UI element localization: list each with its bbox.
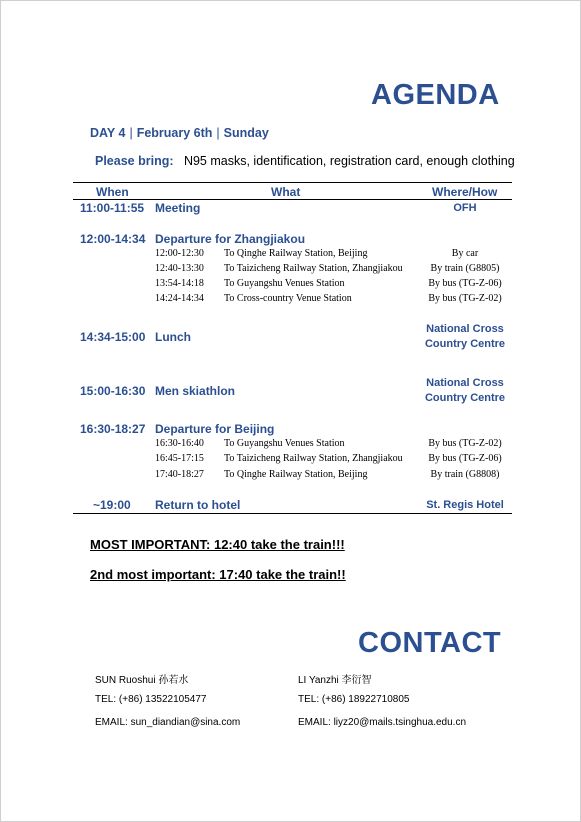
table-bottom-rule (73, 513, 512, 514)
bring-line (95, 152, 515, 170)
sub-time: 12:00-12:30 (155, 248, 204, 259)
important-note-1: MOST IMPORTANT: 12:40 take the train!!! (90, 537, 345, 552)
bring-items: N95 masks, identification, registration card, enough clothing (183, 154, 515, 168)
sub-description: To Taizicheng Railway Station, Zhangjiakou (224, 263, 403, 274)
row-time: 16:30-18:27 (80, 422, 146, 436)
location-line: National Cross (426, 377, 504, 389)
important-note-2: 2nd most important: 17:40 take the train!! (90, 567, 346, 582)
row-time: ~19:00 (93, 498, 131, 512)
location-line: Country Centre (424, 392, 506, 404)
contact-1-tel: TEL: (+86) 13522105477 (95, 694, 207, 705)
sub-time: 16:30-16:40 (155, 438, 204, 449)
row-location: OFH (453, 202, 477, 214)
row-activity: Departure for Zhangjiakou (155, 232, 306, 246)
agenda-title: AGENDA (371, 79, 500, 111)
sub-description: To Qinghe Railway Station, Beijing (224, 248, 368, 259)
contact-1-name: SUN Ruoshui 孙若水 (95, 675, 189, 686)
bring-label: Please bring: (95, 154, 174, 168)
row-activity: Lunch (155, 330, 191, 344)
table-header-rule (73, 199, 512, 200)
sub-description: To Qinghe Railway Station, Beijing (224, 469, 368, 480)
sub-time: 13:54-14:18 (155, 278, 204, 289)
sub-transport: By car (451, 248, 479, 259)
contact-2-email: EMAIL: liyz20@mails.tsinghua.edu.cn (298, 717, 467, 728)
day-weekday: Sunday (223, 126, 269, 140)
table-top-rule (73, 182, 512, 183)
row-time: 15:00-16:30 (80, 384, 146, 398)
sub-time: 14:24-14:34 (155, 293, 204, 304)
location-line: National Cross (426, 323, 504, 335)
sub-transport: By bus (TG-Z-06) (428, 453, 502, 464)
sub-time: 17:40-18:27 (155, 469, 204, 480)
day-label: DAY 4 (90, 126, 126, 140)
header-when: When (96, 185, 129, 199)
sub-time: 12:40-13:30 (155, 263, 204, 274)
row-location: St. Regis Hotel (426, 499, 504, 511)
row-time: 11:00-11:55 (80, 201, 145, 215)
sub-transport: By train (G8805) (430, 263, 500, 274)
row-location (410, 376, 520, 406)
sub-transport: By bus (TG-Z-02) (428, 293, 502, 304)
day-line (90, 126, 269, 140)
contact-title: CONTACT (358, 627, 502, 659)
sub-transport: By bus (TG-Z-06) (428, 278, 502, 289)
row-location (410, 322, 520, 352)
sub-time: 16:45-17:15 (155, 453, 204, 464)
contact-1-email: EMAIL: sun_diandian@sina.com (95, 717, 241, 728)
contact-2-name: LI Yanzhi 李衍智 (298, 675, 372, 686)
date-separator: | (216, 126, 220, 140)
day-separator: | (129, 126, 133, 140)
header-where: Where/How (432, 185, 498, 199)
sub-transport: By train (G8808) (430, 469, 500, 480)
day-date: February 6th (136, 126, 213, 140)
sub-description: To Taizicheng Railway Station, Zhangjiakou (224, 453, 403, 464)
sub-description: To Guyangshu Venues Station (224, 278, 345, 289)
row-time: 14:34-15:00 (80, 330, 146, 344)
sub-description: To Guyangshu Venues Station (224, 438, 345, 449)
row-time: 12:00-14:34 (80, 232, 146, 246)
header-what: What (271, 185, 301, 199)
sub-description: To Cross-country Venue Station (224, 293, 352, 304)
location-line: Country Centre (424, 338, 506, 350)
sub-transport: By bus (TG-Z-02) (428, 438, 502, 449)
row-activity: Men skiathlon (155, 384, 236, 398)
row-activity: Meeting (155, 201, 201, 215)
row-activity: Return to hotel (155, 498, 241, 512)
contact-2-tel: TEL: (+86) 18922710805 (298, 694, 410, 705)
row-activity: Departure for Beijing (155, 422, 275, 436)
